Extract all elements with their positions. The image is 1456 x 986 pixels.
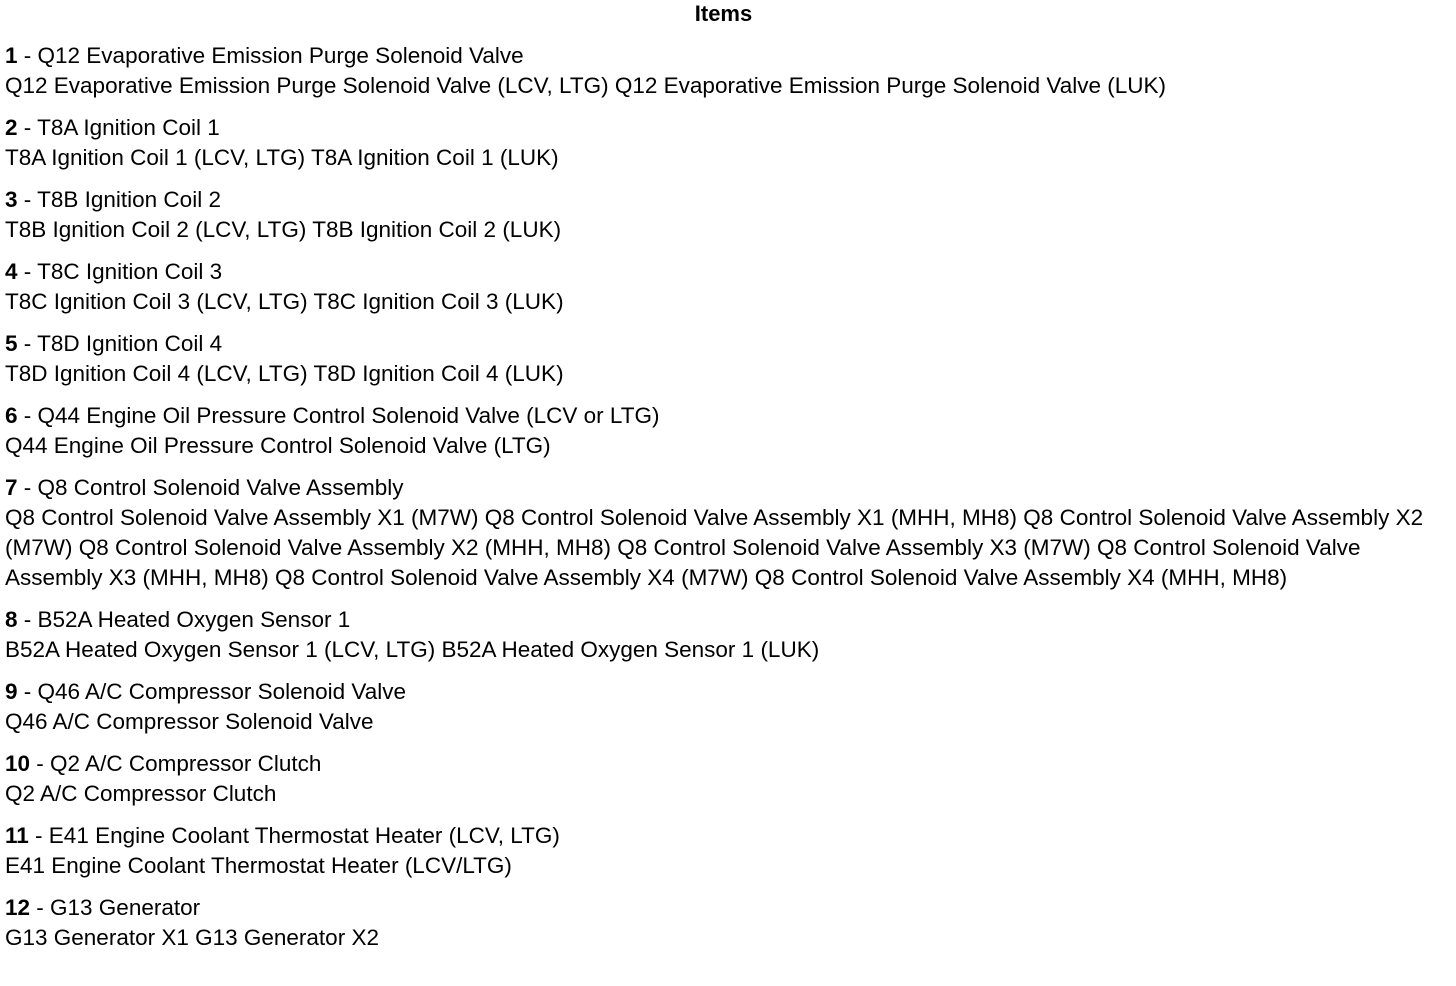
item-description: T8B Ignition Coil 2 (LCV, LTG) T8B Ignition Coil 2 (LUK) <box>5 217 562 242</box>
item-name: B52A Heated Oxygen Sensor 1 <box>37 607 351 632</box>
item-separator: - <box>28 823 49 848</box>
item-number: 10 <box>5 751 31 776</box>
item-heading <box>5 401 1442 431</box>
list-item <box>5 41 1442 101</box>
item-separator: - <box>17 331 38 356</box>
item-number: 12 <box>5 895 31 920</box>
list-item <box>5 113 1442 173</box>
item-separator: - <box>17 679 38 704</box>
list-item <box>5 329 1442 389</box>
item-description: Q12 Evaporative Emission Purge Solenoid Valve (LCV, LTG) Q12 Evaporative Emission Purge Solenoid Valve (LUK) <box>5 73 1166 98</box>
item-description: Q2 A/C Compressor Clutch <box>5 781 277 806</box>
item-name: Q44 Engine Oil Pressure Control Solenoid Valve (LCV or LTG) <box>37 403 660 428</box>
list-item <box>5 749 1442 809</box>
list-item <box>5 677 1442 737</box>
item-description: Q46 A/C Compressor Solenoid Valve <box>5 709 374 734</box>
item-heading <box>5 257 1442 287</box>
item-description: T8C Ignition Coil 3 (LCV, LTG) T8C Ignition Coil 3 (LUK) <box>5 289 564 314</box>
item-name: Q12 Evaporative Emission Purge Solenoid Valve <box>37 43 524 68</box>
item-separator: - <box>17 403 38 428</box>
item-separator: - <box>17 43 38 68</box>
item-heading <box>5 893 1442 923</box>
item-description: E41 Engine Coolant Thermostat Heater (LCV/LTG) <box>5 853 512 878</box>
item-description: Q8 Control Solenoid Valve Assembly X1 (M7W) Q8 Control Solenoid Valve Assembly X1 (MHH, MH8) Q8 Control Solenoid Valve Assembly X2 (M7W) Q8 Control Solenoid Valve Assembly X2 (MHH, MH8) Q8 Control Solenoid Valve Assembly X3 (M7W) Q8 Control Solenoid Valve Assembly X3 (MHH, MH8) Q8 Control Solenoid Valve Assembly X4 (M7W) Q8 Control Solenoid Valve Assembly X4 (MHH, MH8) <box>5 505 1424 590</box>
list-item <box>5 821 1442 881</box>
item-description: Q44 Engine Oil Pressure Control Solenoid Valve (LTG) <box>5 433 551 458</box>
item-heading <box>5 749 1442 779</box>
item-separator: - <box>17 475 38 500</box>
item-heading <box>5 185 1442 215</box>
item-heading <box>5 41 1442 71</box>
list-item <box>5 185 1442 245</box>
item-separator: - <box>17 607 38 632</box>
item-description: B52A Heated Oxygen Sensor 1 (LCV, LTG) B52A Heated Oxygen Sensor 1 (LUK) <box>5 637 820 662</box>
item-heading <box>5 821 1442 851</box>
item-description: G13 Generator X1 G13 Generator X2 <box>5 925 379 950</box>
item-name: Q2 A/C Compressor Clutch <box>50 751 322 776</box>
page-title: Items <box>694 1 753 26</box>
item-number: 1 <box>5 43 18 68</box>
list-item <box>5 893 1442 953</box>
item-name: Q46 A/C Compressor Solenoid Valve <box>37 679 407 704</box>
item-name: T8B Ignition Coil 2 <box>37 187 221 212</box>
item-number: 4 <box>5 259 18 284</box>
item-number: 3 <box>5 187 18 212</box>
item-heading <box>5 677 1442 707</box>
item-number: 5 <box>5 331 18 356</box>
item-name: T8D Ignition Coil 4 <box>37 331 223 356</box>
item-number: 11 <box>5 823 29 848</box>
item-description: T8D Ignition Coil 4 (LCV, LTG) T8D Ignition Coil 4 (LUK) <box>5 361 564 386</box>
list-item <box>5 401 1442 461</box>
item-separator: - <box>17 115 38 140</box>
item-name: G13 Generator <box>50 895 201 920</box>
item-number: 9 <box>5 679 18 704</box>
item-heading <box>5 605 1442 635</box>
item-heading <box>5 473 1442 503</box>
item-number: 6 <box>5 403 18 428</box>
item-number: 7 <box>5 475 18 500</box>
item-description: T8A Ignition Coil 1 (LCV, LTG) T8A Ignition Coil 1 (LUK) <box>5 145 559 170</box>
list-item <box>5 473 1442 593</box>
list-item <box>5 605 1442 665</box>
item-number: 2 <box>5 115 18 140</box>
item-name: T8C Ignition Coil 3 <box>37 259 223 284</box>
list-item <box>5 257 1442 317</box>
item-separator: - <box>30 895 51 920</box>
item-heading <box>5 113 1442 143</box>
item-separator: - <box>17 259 38 284</box>
item-heading <box>5 329 1442 359</box>
item-name: E41 Engine Coolant Thermostat Heater (LCV, LTG) <box>48 823 560 848</box>
item-separator: - <box>17 187 38 212</box>
item-number: 8 <box>5 607 18 632</box>
item-name: Q8 Control Solenoid Valve Assembly <box>37 475 404 500</box>
item-separator: - <box>30 751 51 776</box>
item-name: T8A Ignition Coil 1 <box>37 115 220 140</box>
